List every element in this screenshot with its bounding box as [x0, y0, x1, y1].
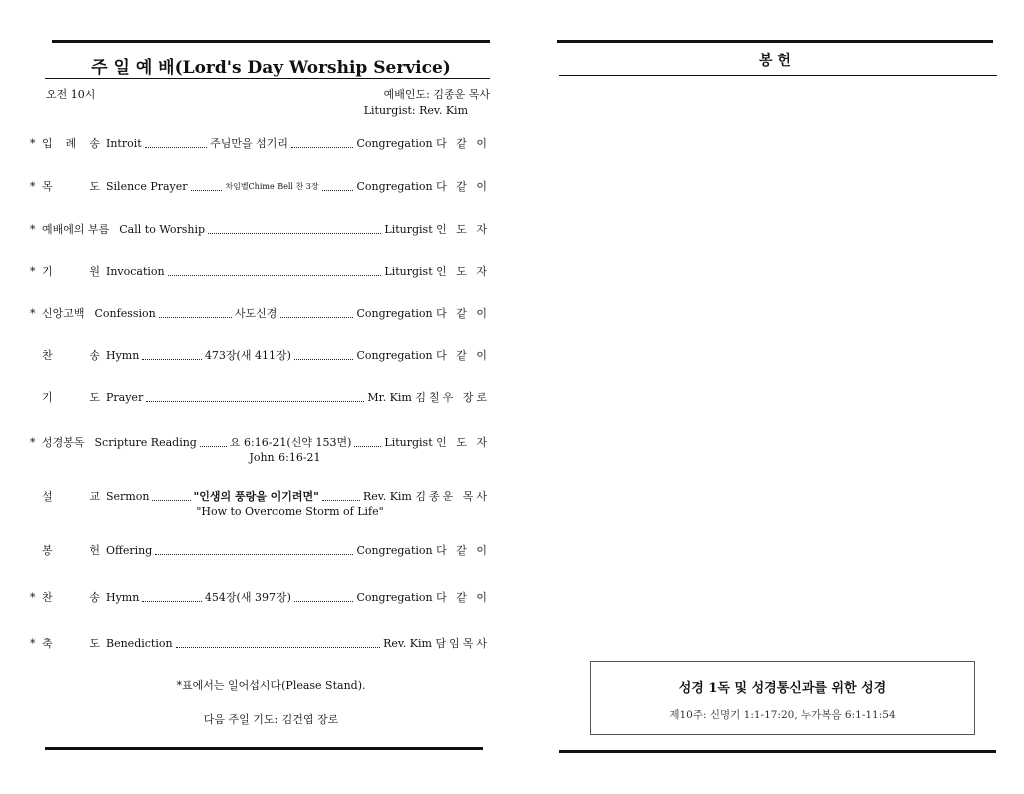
worship-leader-en: Liturgist: Rev. Kim: [363, 104, 468, 117]
order-item: [30, 262, 490, 280]
leader-dots: [191, 182, 223, 191]
order-item-leader: [356, 135, 490, 151]
leader-korean: 다 같 이: [436, 544, 490, 557]
offering-title: 봉 헌: [759, 53, 791, 69]
order-item: [30, 177, 490, 195]
leader-dots: [168, 267, 382, 276]
order-item-english: Prayer: [106, 390, 144, 404]
order-item-label: 신앙고백: [42, 307, 85, 320]
order-item: [30, 388, 490, 406]
bible-reading-box: [590, 661, 975, 735]
order-item: [30, 433, 490, 451]
order-item-label: 찬 송: [42, 591, 100, 604]
title-underline-left: [45, 78, 490, 79]
order-item-leader: [356, 542, 490, 558]
order-item-label: 예배에의 부름: [42, 223, 110, 236]
stand-note: *표에서는 일어섭시다(Please Stand).: [176, 679, 366, 692]
order-item: [30, 588, 490, 606]
order-item: [30, 541, 490, 559]
leader-korean: 다 같 이: [436, 307, 491, 320]
order-item-label: 봉 헌: [42, 544, 100, 557]
leader-dots: [294, 593, 354, 602]
order-item-english: Benediction: [106, 636, 173, 650]
order-item-leader: [363, 488, 490, 504]
leader-korean: 다 같 이: [436, 591, 490, 604]
leader-dots: [354, 438, 381, 447]
order-item-detail: 요 6:16-21(신약 153면): [229, 436, 352, 449]
order-item-english: Invocation: [106, 264, 165, 278]
stand-marker: *: [30, 264, 36, 278]
leader-dots: [155, 546, 353, 555]
order-item: [30, 487, 490, 505]
top-rule-left: [52, 40, 490, 43]
order-item-leader: [356, 589, 490, 605]
order-item-label: 입 례 송: [42, 137, 100, 150]
order-item: [30, 134, 490, 152]
order-item-leader: [384, 263, 490, 279]
leader-english: Liturgist: [384, 265, 433, 278]
order-item-detail: 차임벨Chime Bell 찬 3장: [225, 181, 319, 191]
stand-marker: *: [30, 179, 36, 193]
order-item-leader: [383, 635, 490, 651]
leader-english: Rev. Kim: [363, 490, 412, 503]
leader-english: Mr. Kim: [367, 391, 412, 404]
order-item-label: 성경봉독: [42, 436, 85, 449]
leader-dots: [142, 351, 202, 360]
leader-korean: 다 같 이: [436, 349, 490, 362]
leader-english: Congregation: [356, 544, 433, 557]
leader-dots: [291, 139, 353, 148]
bible-reading-title: 성경 1독 및 성경통신과를 위한 성경: [678, 681, 887, 696]
order-item-label: 축 도: [42, 637, 100, 650]
stand-marker: *: [30, 136, 36, 150]
order-item-label: 찬 송: [42, 349, 100, 362]
leader-dots: [142, 593, 202, 602]
order-item-leader: [384, 221, 490, 237]
order-item: [30, 346, 490, 364]
leader-english: Liturgist: [384, 436, 433, 449]
title-underline-right: [559, 75, 997, 76]
leader-english: Congregation: [356, 349, 433, 362]
leader-korean: 인 도 자: [436, 436, 490, 449]
stand-marker: *: [30, 435, 36, 449]
order-item-subtext: John 6:16-21: [249, 451, 321, 464]
leader-dots: [208, 225, 381, 234]
leader-dots: [176, 639, 381, 648]
leader-dots: [200, 438, 227, 447]
order-item-detail: 주님만을 섬기리: [210, 137, 288, 150]
order-item-english: Call to Worship: [119, 222, 206, 236]
order-item-leader: [356, 178, 490, 194]
order-item-subtext: "How to Overcome Storm of Life": [196, 505, 384, 518]
order-item-label: 설 교: [42, 490, 100, 503]
leader-dots: [280, 309, 353, 318]
leader-korean: 김칠우 장로: [415, 391, 490, 404]
stand-marker: *: [30, 590, 36, 604]
order-item-label: 기 도: [42, 391, 100, 404]
leader-dots: [294, 351, 354, 360]
leader-korean: 인 도 자: [436, 265, 490, 278]
leader-english: Rev. Kim: [383, 637, 432, 650]
order-item: [30, 220, 490, 238]
leader-korean: 김종운 목사: [415, 490, 491, 503]
order-item-english: Hymn: [106, 590, 140, 604]
bible-reading-text: 제10주: 신명기 1:1-17:20, 누가복음 6:1-11:54: [669, 709, 896, 721]
order-item-label: 목 도: [42, 180, 100, 193]
leader-dots: [146, 393, 364, 402]
order-item-label: 기 원: [42, 265, 100, 278]
order-item-detail: 473장(새 411장): [204, 349, 291, 362]
bottom-rule-right: [559, 750, 996, 753]
stand-marker: *: [30, 306, 36, 320]
worship-title: 주 일 예 배(Lord's Day Worship Service): [91, 58, 451, 78]
leader-english: Congregation: [356, 307, 433, 320]
order-item-english: Scripture Reading: [94, 435, 197, 449]
stand-marker: *: [30, 222, 36, 236]
service-time: 오전 10시: [46, 88, 96, 101]
order-item-leader: [367, 389, 490, 405]
leader-english: Congregation: [356, 180, 433, 193]
order-item-detail: "인생의 풍랑을 이기려면": [193, 490, 319, 503]
leader-dots: [159, 309, 232, 318]
order-item: [30, 304, 490, 322]
top-rule-right: [557, 40, 993, 43]
leader-korean: 다 같 이: [436, 180, 491, 193]
bottom-rule-left: [45, 747, 483, 750]
leader-english: Congregation: [356, 591, 433, 604]
next-week-prayer: 다음 주일 기도: 김건엽 장로: [203, 713, 339, 726]
order-item-english: Sermon: [106, 489, 150, 503]
order-item-english: Hymn: [106, 348, 140, 362]
order-item-leader: [356, 305, 490, 321]
order-item-leader: [384, 434, 490, 450]
leader-english: Liturgist: [384, 223, 433, 236]
stand-marker: *: [30, 636, 36, 650]
order-item-english: Silence Prayer: [106, 179, 188, 193]
leader-korean: 다 같 이: [436, 137, 490, 150]
order-item-leader: [356, 347, 490, 363]
leader-dots: [322, 182, 354, 191]
order-item-detail: 454장(새 397장): [204, 591, 291, 604]
order-item-english: Introit: [106, 136, 142, 150]
leader-dots: [145, 139, 207, 148]
leader-korean: 담임목사: [435, 637, 490, 650]
leader-english: Congregation: [356, 137, 433, 150]
order-item-detail: 사도신경: [234, 307, 278, 320]
order-item: [30, 634, 490, 652]
order-item-english: Offering: [106, 543, 153, 557]
leader-dots: [152, 492, 190, 501]
leader-dots: [322, 492, 360, 501]
worship-leader-kr: 예배인도: 김종운 목사: [383, 88, 490, 101]
leader-korean: 인 도 자: [436, 223, 490, 236]
order-item-english: Confession: [94, 306, 156, 320]
